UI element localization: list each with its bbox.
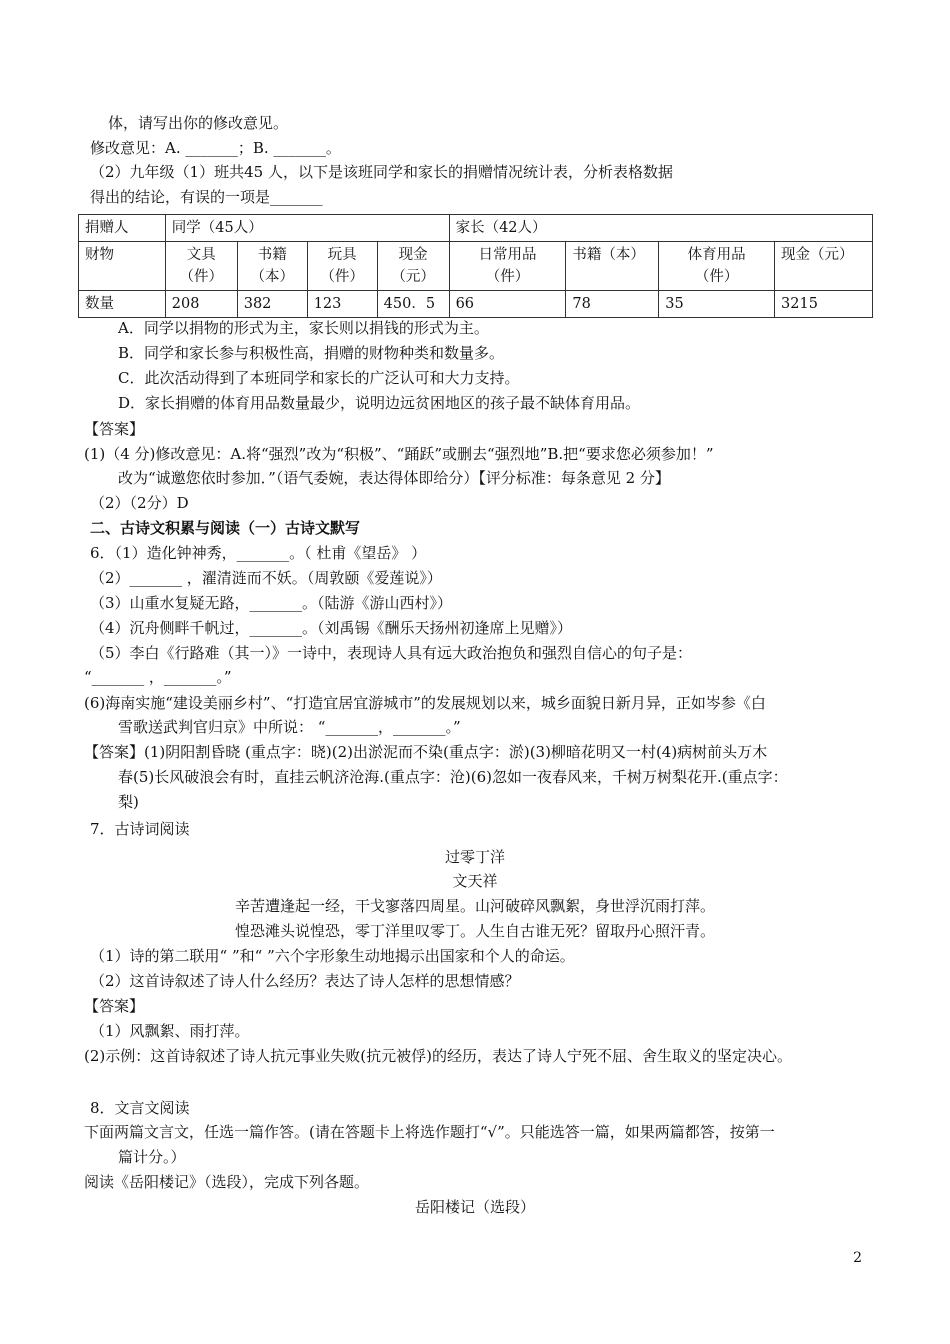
q5-answer-line-3: （2）（2分）D (90, 494, 189, 512)
q5-option-d: D．家长捐赠的体育用品数量最少，说明边远贫困地区的孩子最不缺体育用品。 (118, 394, 641, 412)
table-cell: 现金（元） (775, 242, 873, 291)
table-cell: 玩具 （件） (307, 242, 377, 291)
q5-option-a: A．同学以捐物的形式为主，家长则以捐钱的形式为主。 (118, 319, 489, 337)
q5-line-1: 体，请写出你的修改意见。 (108, 114, 289, 132)
answer-label: 【答案】 (84, 997, 145, 1015)
q6-line-6: “_______ ，_______。” (84, 668, 232, 686)
table-items-row (79, 242, 873, 291)
table-cell: 208 (165, 291, 237, 318)
q5-answer-line-1: (1)（4 分)修改意见：A.将“强烈”改为“积极”、“踊跃”或删去“强烈地”B.把“要求您必须参加！” (84, 445, 714, 463)
q5-revision-line: 修改意见：A. _______；B. _______。 (90, 139, 341, 157)
poem-author: 文天祥 (452, 872, 498, 890)
q5-option-b: B．同学和家长参与积极性高，捐赠的财物种类和数量多。 (118, 344, 505, 362)
q6-line-2: （2）_______ ，濯清涟而不妖。（周敦颐《爱莲说》） (90, 569, 442, 587)
q8-instruction-1: 下面两篇文言文，任选一篇作答。(请在答题卡上将选作题打“√”。只能选答一篇，如果两篇都答，按第一 (84, 1123, 775, 1141)
q6-answer-line-1: 【答案】(1)阴阳割昏晓 (重点字：晓)(2)出淤泥而不染(重点字：淤)(3)柳暗花明又一村(4)病树前头万木 (84, 743, 768, 761)
table-header-row (79, 215, 873, 242)
table-cell: 财物 (79, 242, 166, 291)
q5-option-c: C．此次活动得到了本班同学和家长的广泛认可和大力支持。 (118, 369, 520, 387)
table-cell-parents-group: 家长（42人） (449, 215, 872, 242)
q5-part2-line-a: （2）九年级（1）班共45 人，以下是该班同学和家长的捐赠情况统计表，分析表格数据 (90, 163, 673, 181)
table-cell: 现金 （元） (377, 242, 449, 291)
q8-instruction-3: 阅读《岳阳楼记》（选段），完成下列各题。 (84, 1173, 370, 1191)
q7-question-1: （1）诗的第二联用“ ”和“ ”六个字形象生动地揭示出国家和个人的命运。 (90, 947, 575, 965)
table-cell: 日常用品 （件） (449, 242, 566, 291)
table-cell: 体育用品 （件） (659, 242, 775, 291)
page-number: 2 (853, 1250, 862, 1266)
table-cell: 书籍（本） (566, 242, 659, 291)
q6-line-3: （3）山重水复疑无路，_______。（陆游《游山西村》） (90, 594, 453, 612)
table-cell: 123 (307, 291, 377, 318)
poem-line-1: 辛苦遭逢起一经，干戈寥落四周星。山河破碎风飘絮，身世浮沉雨打萍。 (234, 897, 715, 915)
q8-instruction-2: 篇计分。） (118, 1148, 186, 1166)
table-cell: 捐赠人 (79, 215, 166, 242)
q6-line-5: （5）李白《行路难（其一）》一诗中，表现诗人具有远大政治抱负和强烈自信心的句子是： (90, 644, 693, 662)
table-cell: 数量 (79, 291, 166, 318)
donation-table (78, 214, 873, 318)
table-cell: 3215 (775, 291, 873, 318)
q5-answer-line-2: 改为“诚邀您依时参加．”（语气委婉，表达得体即给分）【评分标准：每条意见 2 分】 (118, 469, 670, 487)
q5-part2-line-b: 得出的结论，有误的一项是_______ (90, 188, 323, 206)
q6-answer-line-2: 春(5)长风破浪会有时，直挂云帆济沧海.(重点字：沧)(6)忽如一夜春风来，千树万树梨花开.(重点字： (118, 768, 788, 786)
q6-answer-line-3: 梨) (118, 793, 139, 811)
q8-passage-title: 岳阳楼记（选段） (414, 1198, 535, 1216)
q6-line-4: （4）沉舟侧畔千帆过，_______。（刘禹锡《酬乐天扬州初逢席上见赠》） (90, 619, 573, 637)
table-cell: 450．5 (377, 291, 449, 318)
table-cell: 35 (659, 291, 775, 318)
q6-line-7: (6)海南实施“建设美丽乡村”、“打造宜居宜游城市”的发展规划以来，城乡面貌日新月异，正如岑参《白 (84, 694, 766, 712)
section-title: 二、古诗文积累与阅读（一）古诗文默写 (90, 519, 361, 537)
answer-label: 【答案】 (84, 420, 145, 438)
table-cell: 书籍 （本） (237, 242, 307, 291)
q7-question-2: （2）这首诗叙述了诗人什么经历？表达了诗人怎样的思想情感？ (90, 972, 520, 990)
poem-title: 过零丁洋 (444, 848, 505, 866)
table-cell-students-group: 同学（45人） (165, 215, 449, 242)
poem-line-2: 惶恐滩头说惶恐，零丁洋里叹零丁。人生自古谁无死？留取丹心照汗青。 (234, 922, 715, 940)
q8-heading: 8．文言文阅读 (90, 1099, 190, 1117)
q7-answer-1: （1）风飘絮、雨打萍。 (90, 1022, 250, 1040)
q7-heading: 7．古诗词阅读 (90, 820, 190, 838)
table-qty-row (79, 291, 873, 318)
q6-line-8: 雪歌送武判官归京》中所说： “_______，_______。” (118, 718, 461, 736)
table-cell: 382 (237, 291, 307, 318)
table-cell: 文具 （件） (165, 242, 237, 291)
table-cell: 66 (449, 291, 566, 318)
table-cell: 78 (566, 291, 659, 318)
q6-line-1: 6．（1）造化钟神秀，_______。（ 杜甫《望岳》 ） (90, 544, 427, 562)
q7-answer-2: (2)示例：这首诗叙述了诗人抗元事业失败(抗元被俘)的经历，表达了诗人宁死不屈、舍生取义的坚定决心。 (84, 1047, 792, 1065)
